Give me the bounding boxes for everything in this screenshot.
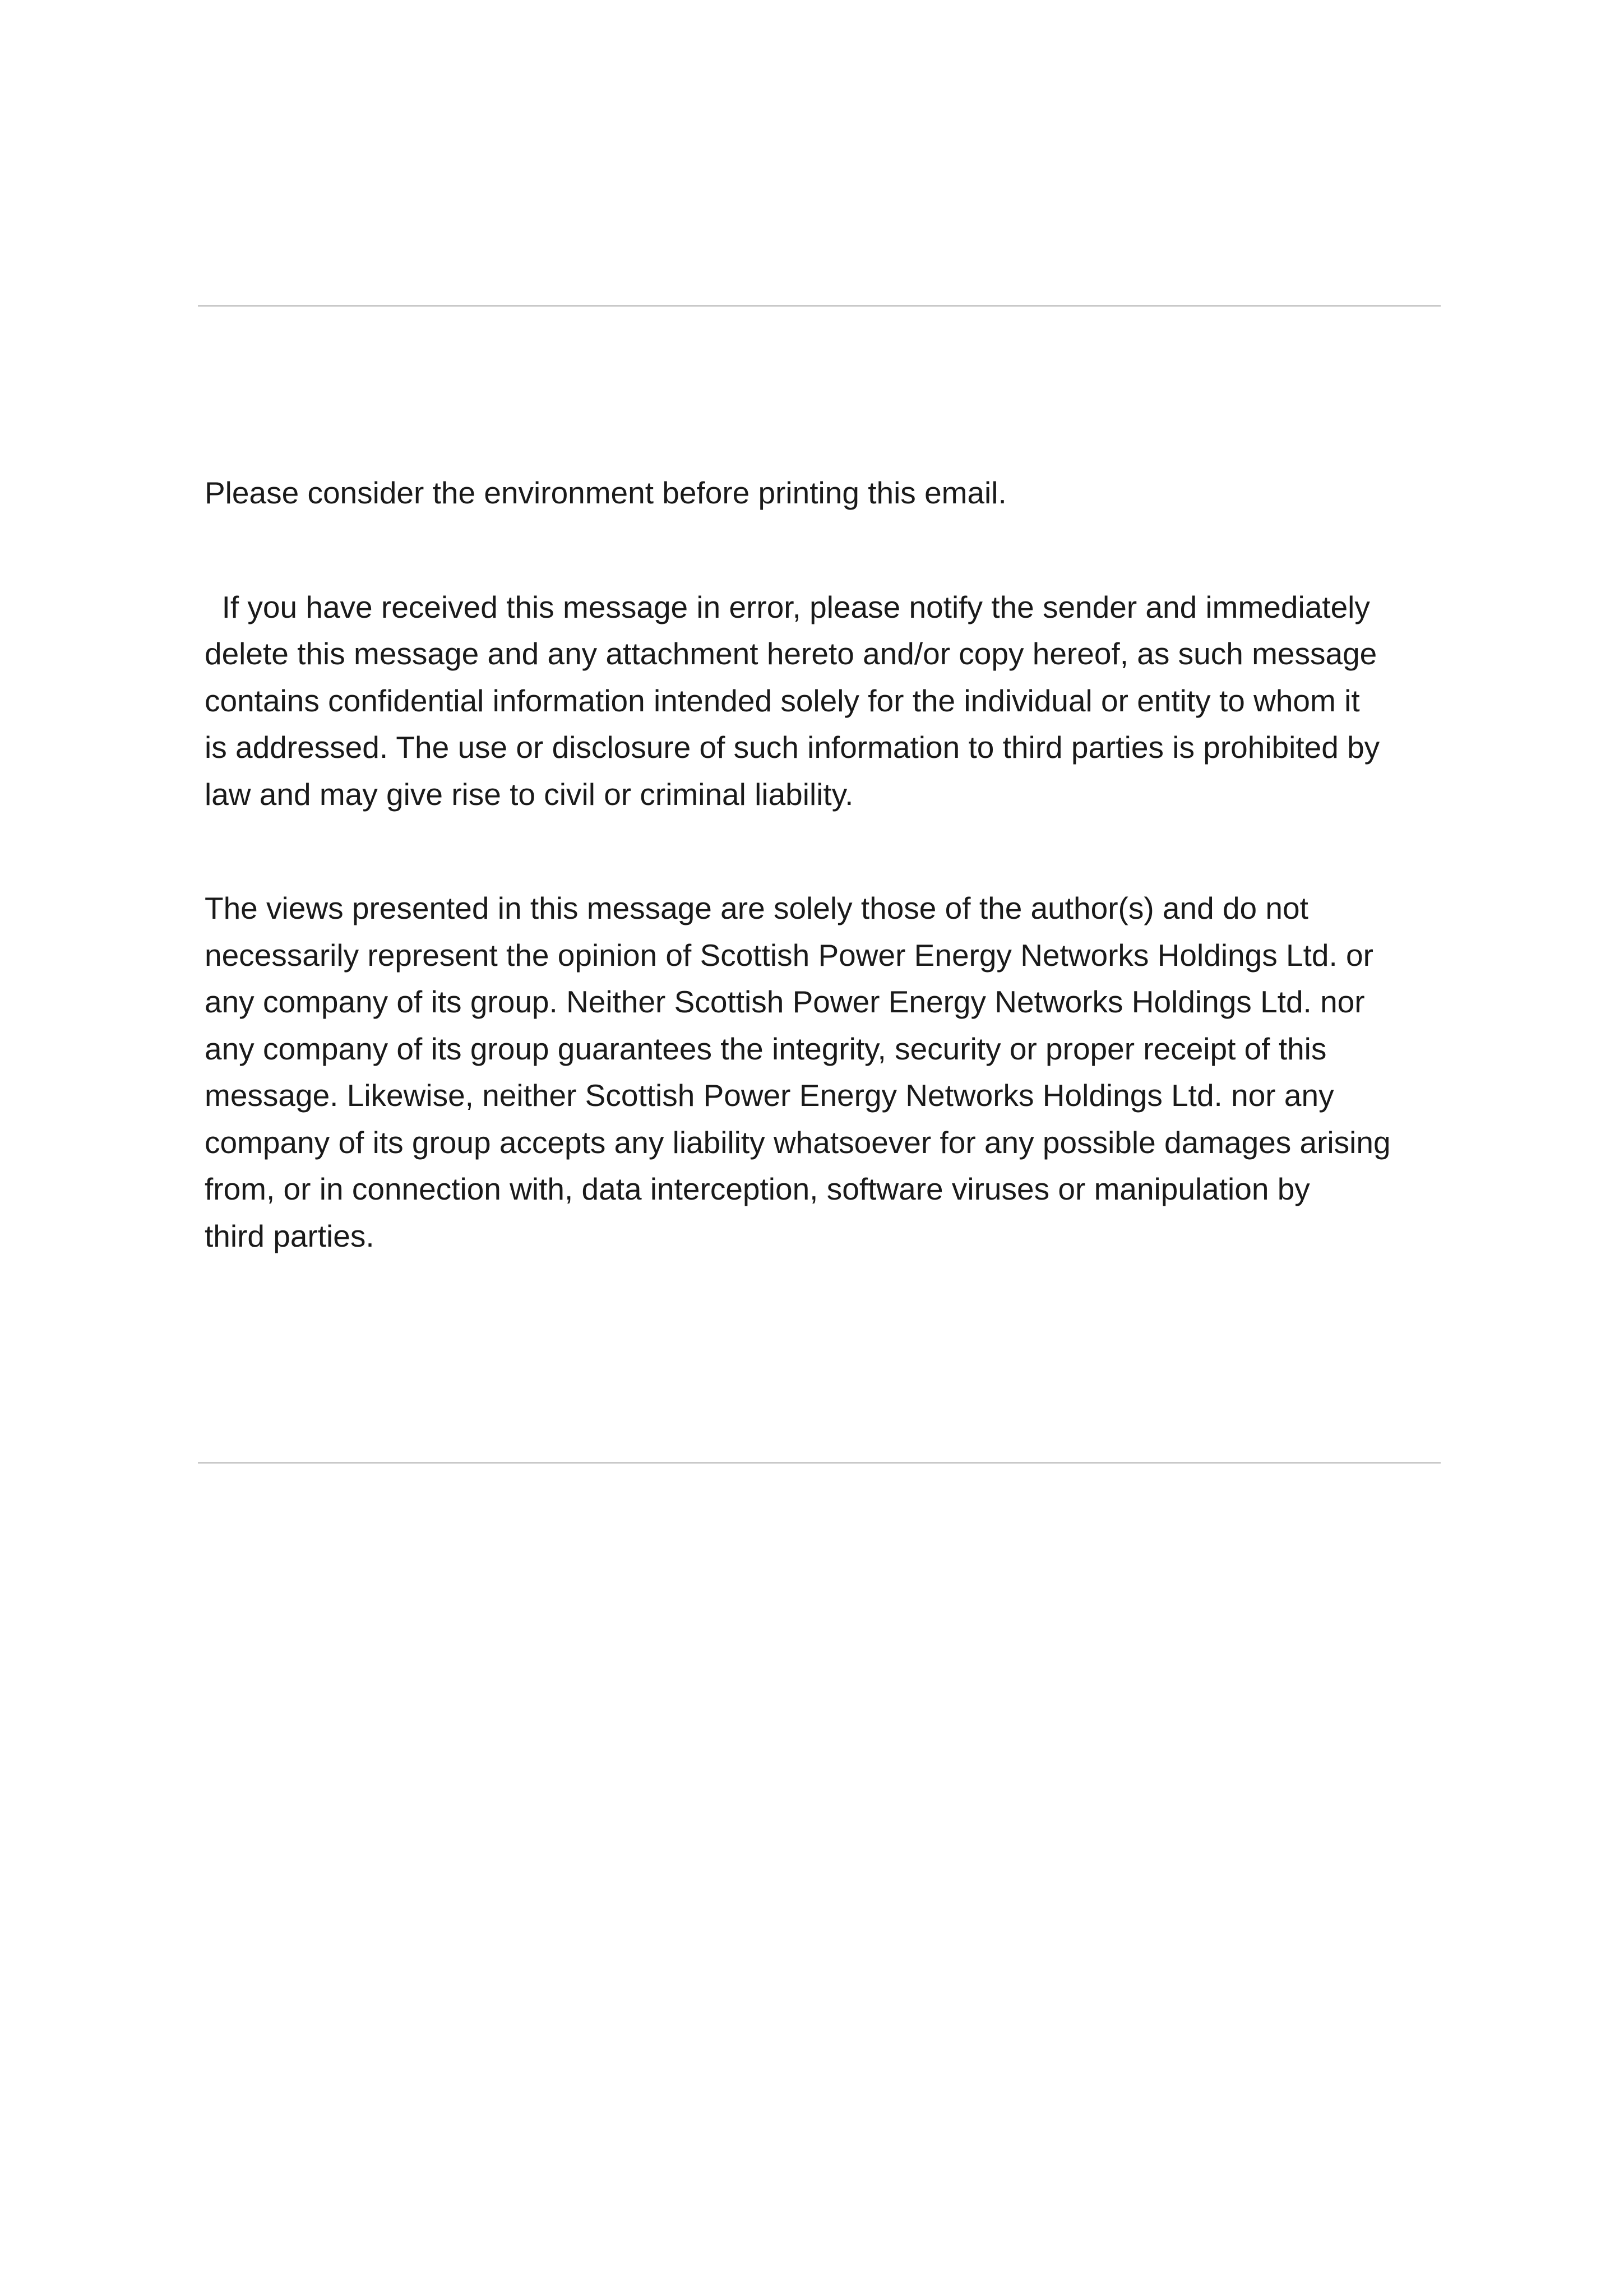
bottom-divider: [198, 1462, 1441, 1464]
confidentiality-notice: If you have received this message in error, please notify the sender and immediately delete this message and any attachment hereto and/or copy hereof, as such message contains confidential information intended solely for the individual or entity to whom it is addressed. The use or disclosure of such information to third parties is prohibited by law and may give rise to civil or criminal liability.: [205, 589, 1380, 812]
environment-note: Please consider the environment before printing this email.: [205, 475, 1007, 510]
views-disclaimer: The views presented in this message are solely those of the author(s) and do not necessarily represent the opinion of Scottish Power Energy Networks Holdings Ltd. or any company of its group. Neither Scottish Power Energy Networks Holdings Ltd. nor any company of its group guarantees the integrity, security or proper receipt of this message. Likewise, neither Scottish Power Energy Networks Holdings Ltd. nor any company of its group accepts any liability whatsoever for any possible damages arising from, or in connection with, data interception, software viruses or manipulation by third parties.: [205, 891, 1391, 1253]
top-divider: [198, 305, 1441, 307]
email-disclaimer: [205, 470, 1441, 1260]
